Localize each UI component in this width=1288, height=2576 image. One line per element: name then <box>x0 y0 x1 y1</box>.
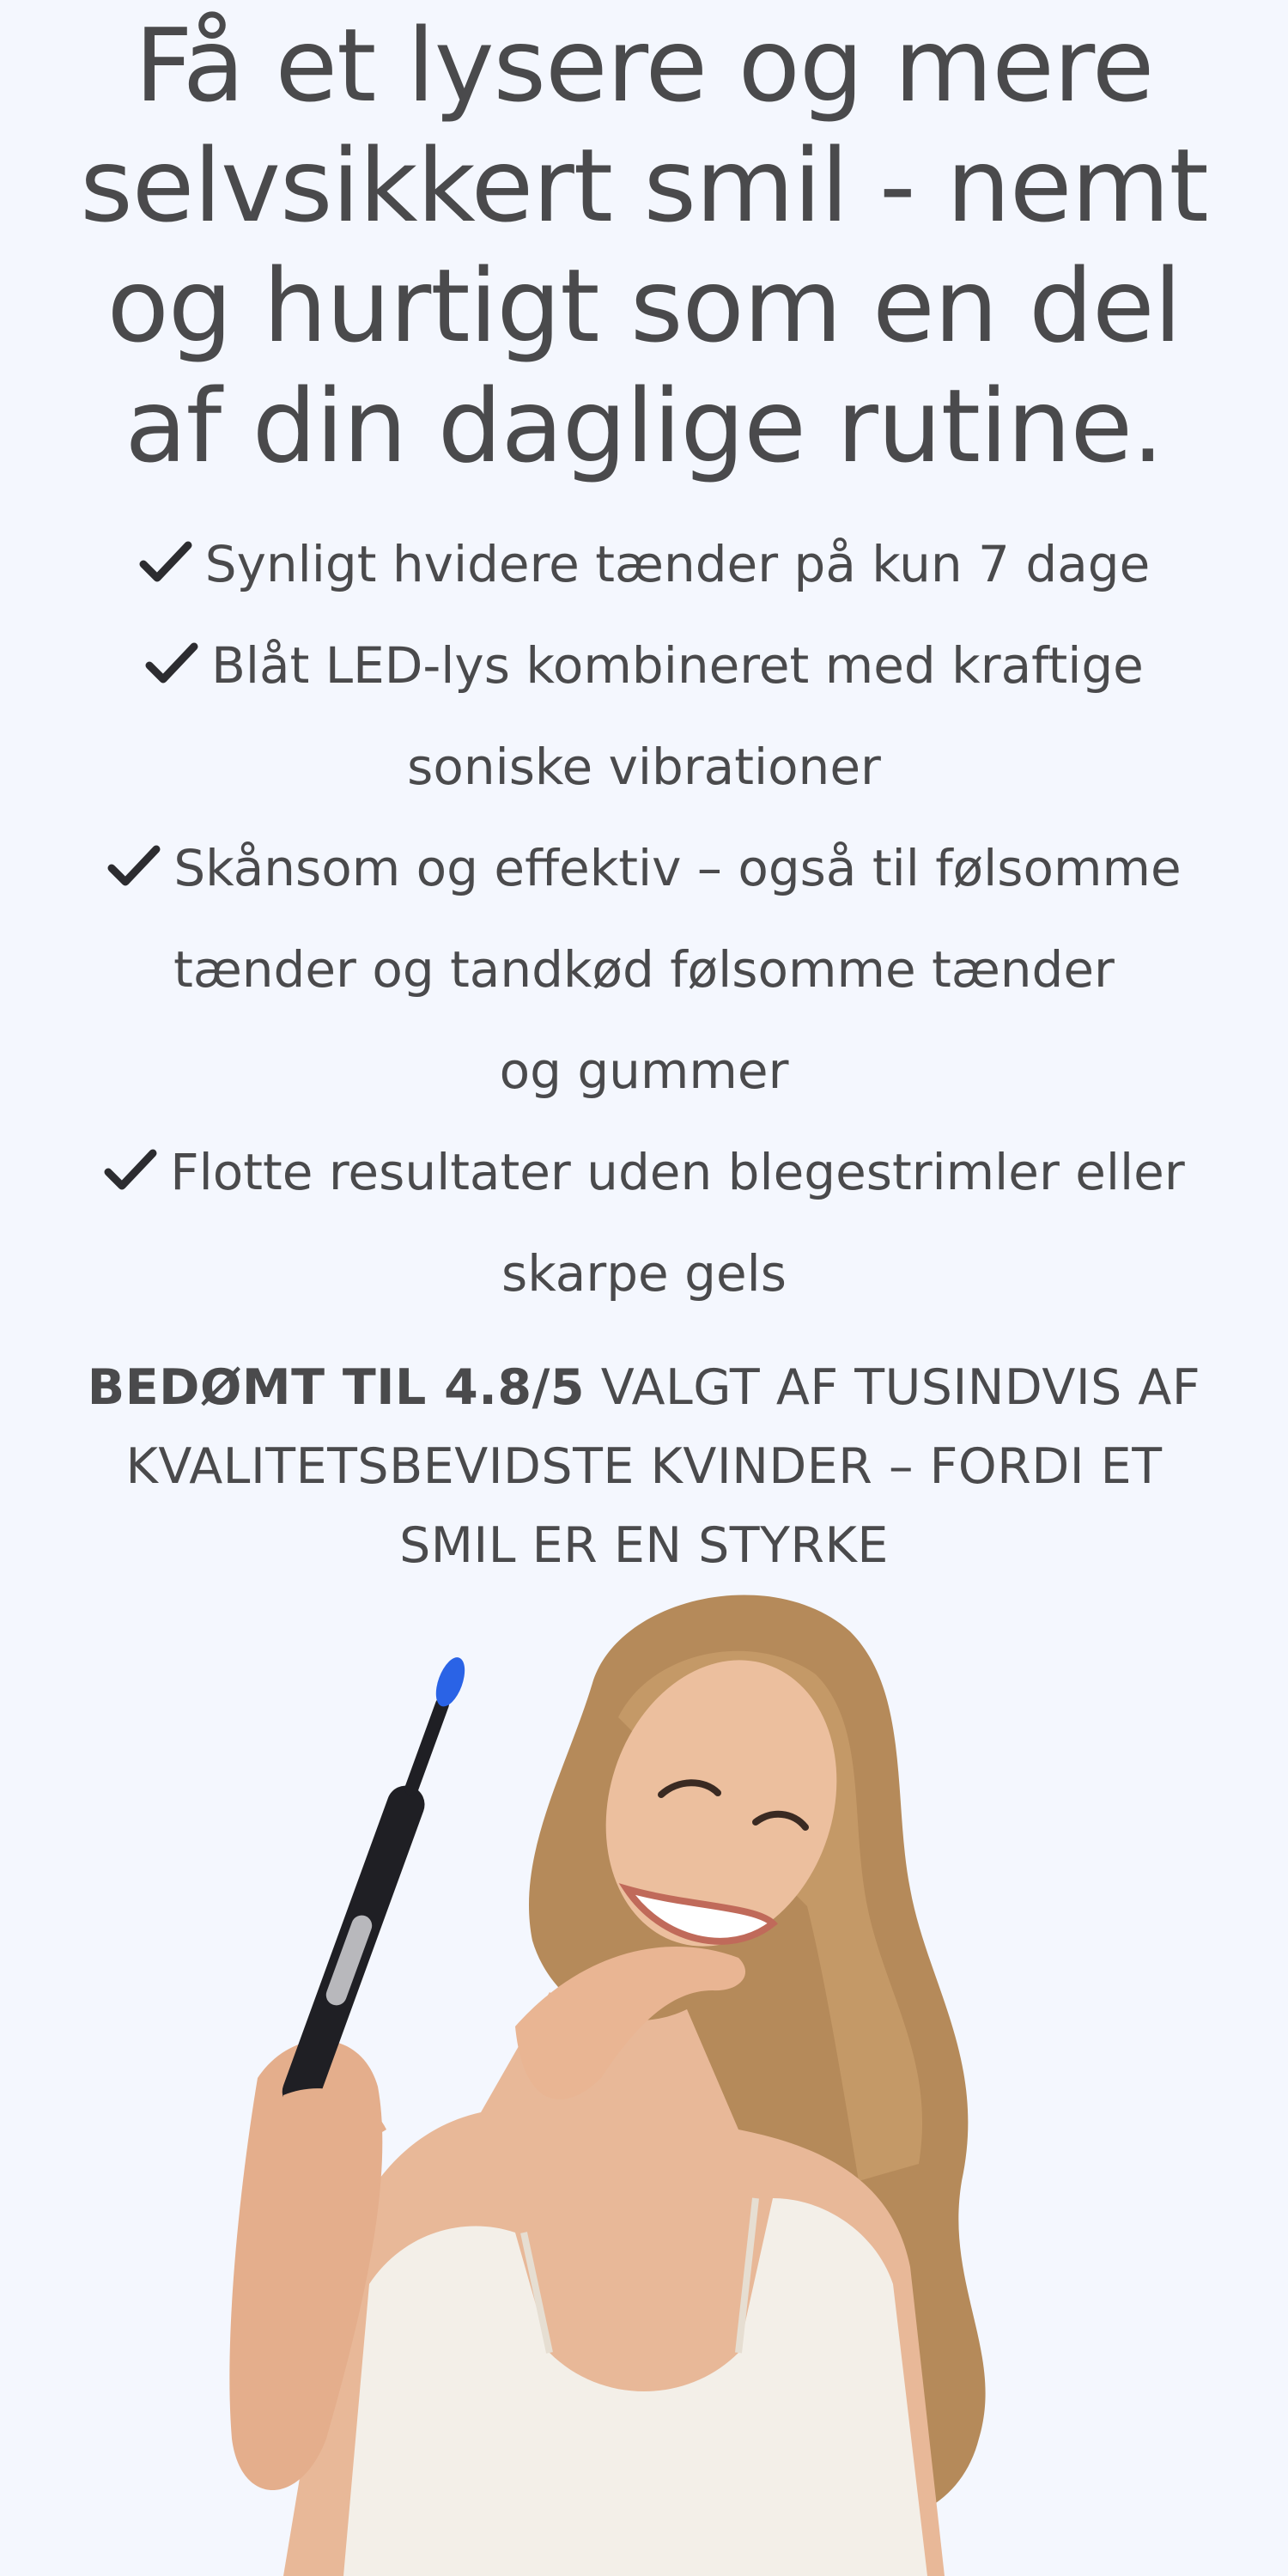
feature-text: Blåt LED-lys kombineret med kraftige <box>211 636 1144 695</box>
page-headline <box>34 5 1254 486</box>
hero-image <box>0 1580 1288 2576</box>
rating-text: KVALITETSBEVIDSTE KVINDER – FORDI ET <box>125 1438 1163 1495</box>
feature-item-led-light <box>52 615 1236 817</box>
rating-statement <box>43 1348 1245 1585</box>
woman-holding-toothbrush-photo <box>0 1580 1288 2576</box>
checkmark-icon <box>103 1146 158 1194</box>
feature-text: Flotte resultater uden blegestrimler eller <box>170 1143 1185 1201</box>
feature-item-gentle <box>52 817 1236 1121</box>
feature-item-results <box>52 1121 1236 1324</box>
feature-text-continued: soniske vibrationer <box>407 738 881 796</box>
rating-score: BEDØMT TIL 4.8/5 <box>87 1359 586 1416</box>
headline-line-3: og hurtigt som en del <box>106 246 1182 365</box>
feature-text-continued: og gummer <box>499 1042 789 1100</box>
checkmark-icon <box>144 640 199 688</box>
rating-text: VALGT AF TUSINDVIS AF <box>585 1359 1201 1416</box>
feature-text-continued: tænder og tandkød følsomme tænder <box>173 940 1115 999</box>
feature-item-whiter-teeth <box>52 513 1236 615</box>
headline-line-1: Få et lysere og mere <box>134 6 1154 125</box>
feature-text-continued: skarpe gels <box>501 1244 787 1303</box>
feature-list <box>52 513 1236 1324</box>
headline-line-4: af din daglige rutine. <box>125 367 1163 485</box>
checkmark-icon <box>138 538 193 586</box>
checkmark-icon <box>106 842 161 890</box>
feature-text: Skånsom og effektiv – også til følsomme <box>173 839 1182 897</box>
feature-text: Synligt hvidere tænder på kun 7 dage <box>204 535 1151 593</box>
headline-line-2: selvsikkert smil - nemt <box>80 126 1208 245</box>
rating-text: SMIL ER EN STYRKE <box>399 1517 889 1574</box>
